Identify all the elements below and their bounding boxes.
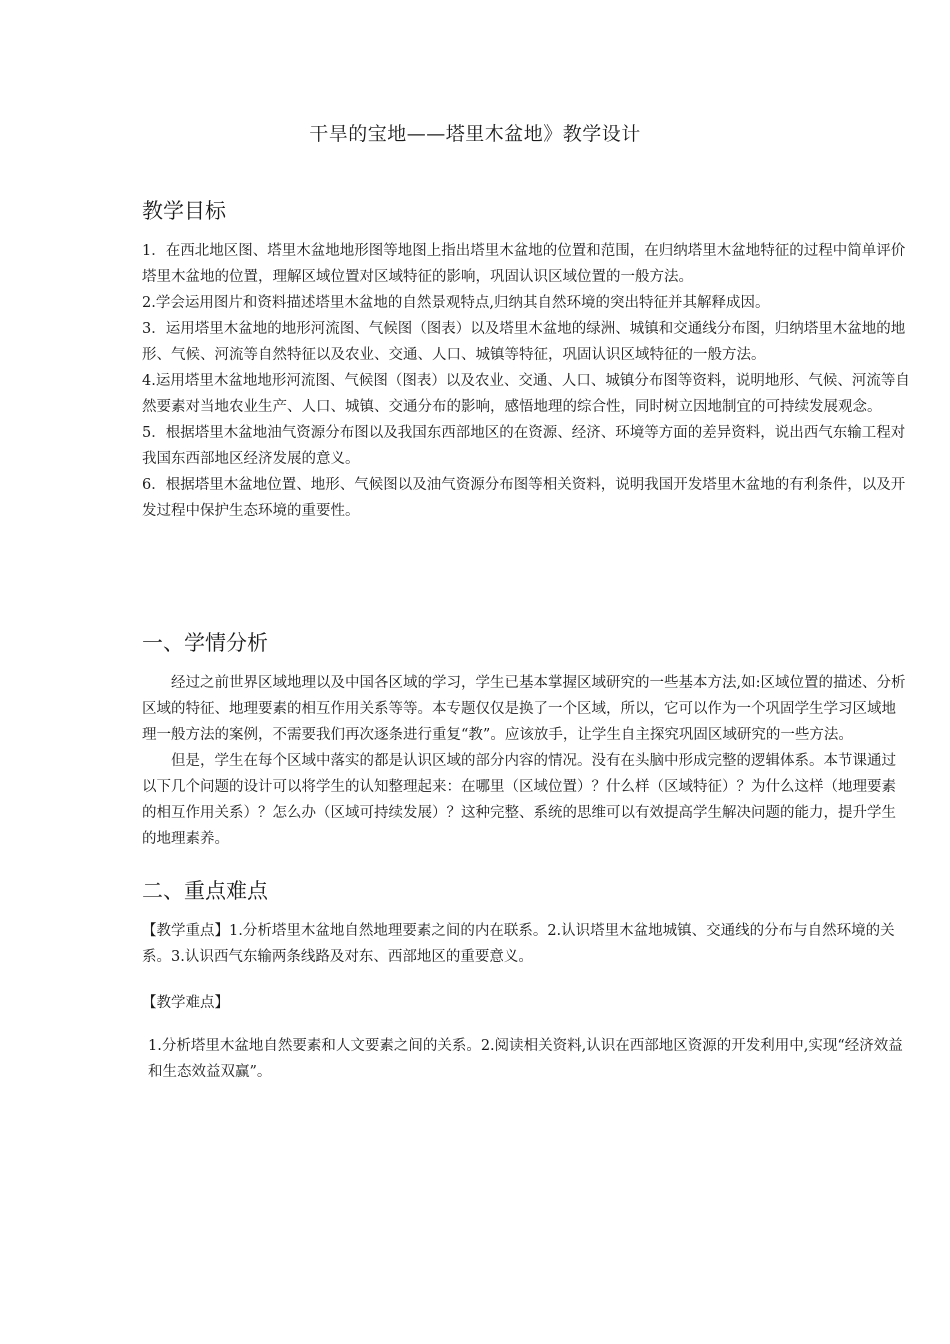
teaching-difficulty-text: 1.分析塔里木盆地自然要素和人文要素之间的关系。2.阅读相关资料,认识在西部地区资源的开发利用中,实现“经济效益和生态效益双赢”。 bbox=[148, 1037, 903, 1080]
analysis-paragraph: 但是，学生在每个区域中落实的都是认识区域的部分内容的情况。没有在头脑中形成完整的逻辑体系。本节课通过以下几个问题的设计可以将学生的认知整理起来：在哪里（区域位置）？什么样（区域特征）？为什么这样（地理要素的相互作用关系）？怎么办（区域可持续发展）？这种完整、系统的思维可以有效提高学生解决问题的能力，提升学生的地理素养。 bbox=[142, 753, 896, 847]
teaching-focus bbox=[142, 918, 910, 970]
objectives-heading: 教学目标 bbox=[142, 199, 226, 223]
objective-item: 1．在西北地区图、塔里木盆地地形图等地图上指出塔里木盆地的位置和范围，在归纳塔里木盆地特征的过程中简单评价塔里木盆地的位置，理解区域位置对区域特征的影响，巩固认识区域位置的一般方法。 bbox=[142, 243, 906, 285]
teaching-focus-text: 【教学重点】1.分析塔里木盆地自然地理要素之间的内在联系。2.认识塔里木盆地城镇、交通线的分布与自然环境的关系。3.认识西气东输两条线路及对东、西部地区的重要意义。 bbox=[142, 923, 895, 965]
key-points-heading: 二、重点难点 bbox=[142, 879, 268, 903]
analysis-body bbox=[142, 670, 910, 852]
objective-item: 3．运用塔里木盆地的地形河流图、气候图（图表）以及塔里木盆地的绿洲、城镇和交通线分布图，归纳塔里木盆地的地形、气候、河流等自然特征以及农业、交通、人口、城镇等特征，巩固认识区域特征的一般方法。 bbox=[142, 321, 906, 363]
objective-item: 4.运用塔里木盆地地形河流图、气候图（图表）以及农业、交通、人口、城镇分布图等资料，说明地形、气候、河流等自然要素对当地农业生产、人口、城镇、交通分布的影响，感悟地理的综合性，同时树立因地制宜的可持续发展观念。 bbox=[142, 373, 910, 415]
objective-item: 2.学会运用图片和资料描述塔里木盆地的自然景观特点,归纳其自然环境的突出特征并其解释成因。 bbox=[142, 295, 770, 311]
document-title: 干旱的宝地——塔里木盆地》教学设计 bbox=[309, 123, 641, 145]
objective-item: 5．根据塔里木盆地油气资源分布图以及我国东西部地区的在资源、经济、环境等方面的差异资料，说出西气东输工程对我国东西部地区经济发展的意义。 bbox=[142, 425, 906, 467]
analysis-paragraph: 经过之前世界区域地理以及中国各区域的学习，学生已基本掌握区域研究的一些基本方法,如:区域位置的描述、分析区域的特征、地理要素的相互作用关系等等。本专题仅仅是换了一个区域，所以，它可以作为一个巩固学生学习区域地理一般方法的案例，不需要我们再次逐条进行重复“教”。应该放手，让学生自主探究巩固区域研究的一些方法。 bbox=[142, 675, 906, 743]
analysis-heading: 一、学情分析 bbox=[142, 631, 268, 655]
objectives-list bbox=[142, 238, 910, 524]
teaching-difficulty-label: 【教学难点】 bbox=[142, 995, 229, 1011]
teaching-difficulty bbox=[148, 1018, 908, 1099]
objective-item: 6．根据塔里木盆地位置、地形、气候图以及油气资源分布图等相关资料，说明我国开发塔里木盆地的有利条件，以及开发过程中保护生态环境的重要性。 bbox=[142, 477, 906, 519]
